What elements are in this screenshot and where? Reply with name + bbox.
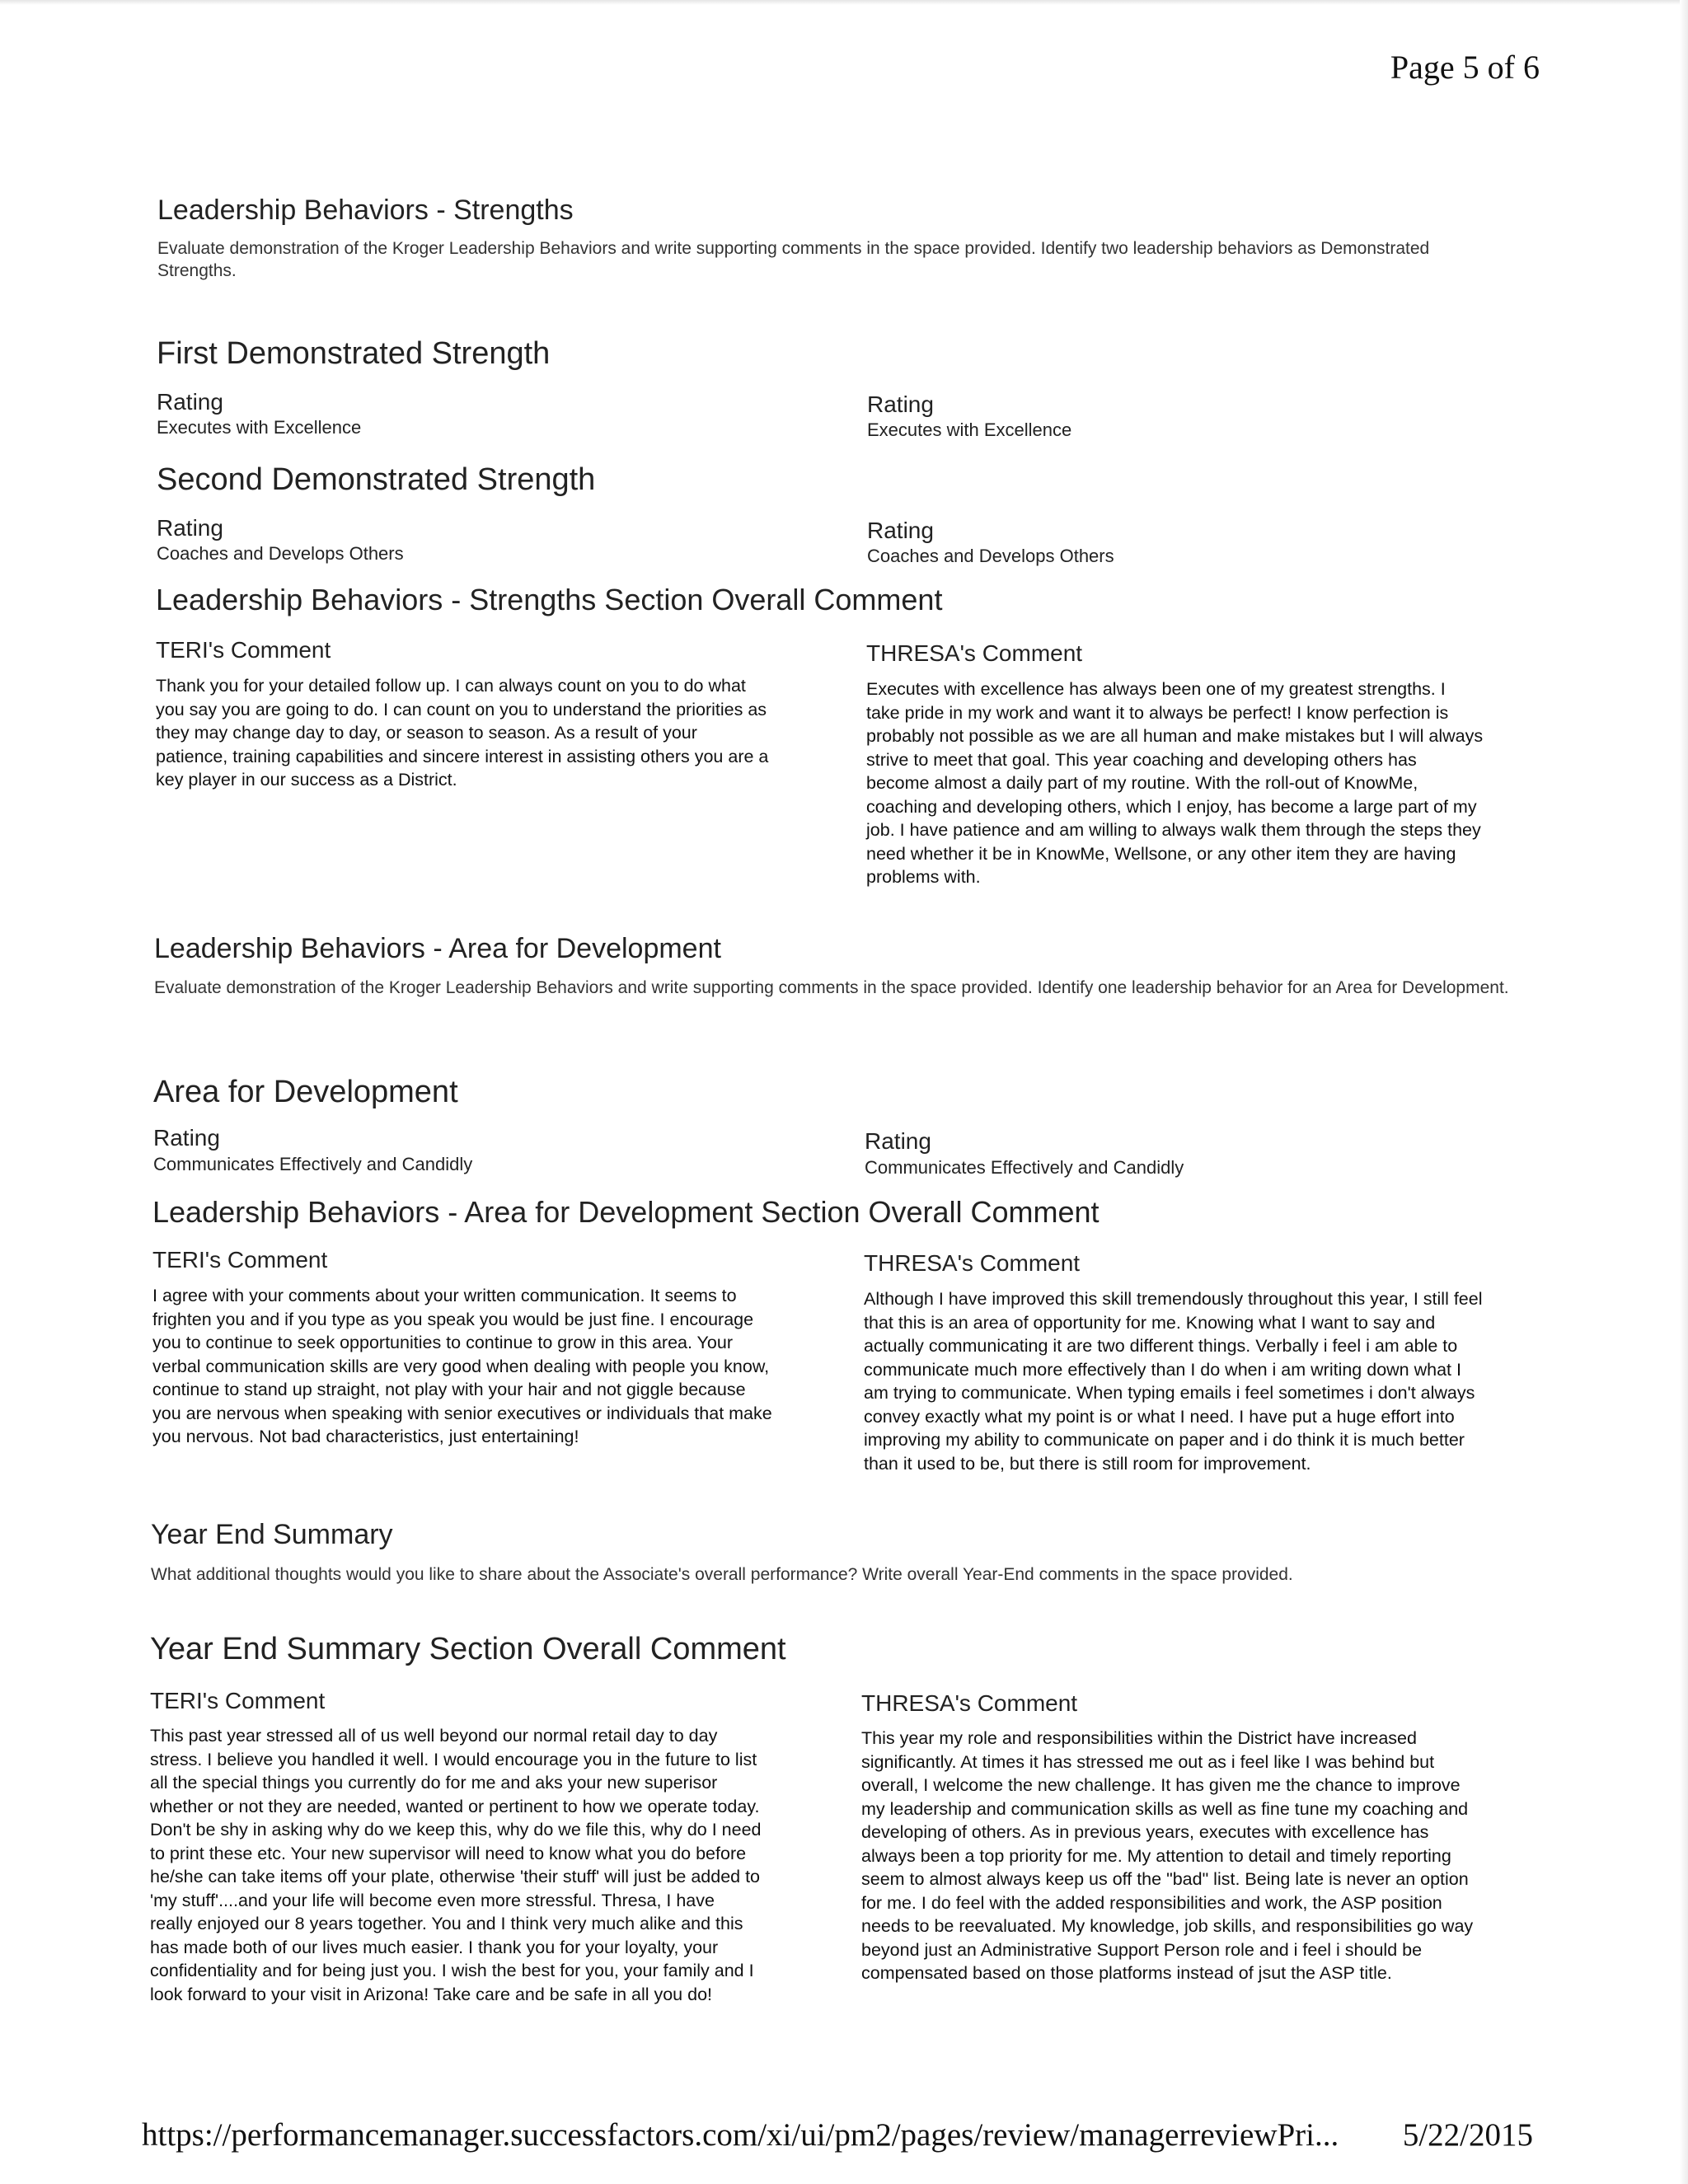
development-associate-comment-text: Although I have improved this skill tremendously throughout this year, I still feel that this is an area of opportunity for me. Knowing what I want to say and actually communicating it are two different things. Verbally i feel i am able to communicate much more effectively than I do when i am writing down what I am trying to communicate. When typing emails i feel sometimes i don't always convey exactly what my point is or what I need. I have put a huge effort into improving my ability to communicate on paper and i do think it is much better than it used to be, but there is still room for improvement. bbox=[864, 1289, 1483, 1474]
second-strength-right-rating-label: Rating bbox=[867, 518, 934, 543]
strengths-overall-title: Leadership Behaviors - Strengths Section Overall Comment bbox=[156, 583, 943, 616]
first-strength-title: First Demonstrated Strength bbox=[157, 336, 551, 371]
strengths-section-title: Leadership Behaviors - Strengths bbox=[157, 194, 574, 226]
development-area-title: Area for Development bbox=[153, 1075, 458, 1109]
development-right-rating-label: Rating bbox=[865, 1128, 931, 1154]
development-section-title: Leadership Behaviors - Area for Development bbox=[154, 933, 721, 964]
strengths-associate-comment-text: Executes with excellence has always been one of my greatest strengths. I take pride in my work and want it to always be perfect! I know perfection is probably not possible as we are all human and make mistakes but I will always strive to meet that goal. This year coaching and developing others has become almost a daily part of my routine. With the roll-out of KnowMe, coaching and developing others, which I enjoy, has become a large part of my job. I have patience and am willing to always walk them through the steps they need whether it be in KnowMe, Wellsone, or any other item they are having problems with. bbox=[866, 679, 1484, 887]
year-end-manager-comment-text: This past year stressed all of us well beyond our normal retail day to day stress. I believe you handled it well. I would encourage you in the future to list all the special things you currently do for me and aks your new superisor whether or not they are needed, wanted or pertinent to how we operate today. Don't be shy in asking why do we keep this, why do we file this, why do I need to print these etc. Your new supervisor will need to know what you do before he/she can take items off your plate, otherwise 'their stuff' will just be added to 'my stuff'....and your life will become even more stressful. Thresa, I have really enjoyed our 8 years together. You and I think very much alike and this has made both of our lives much easier. I thank you for your loyalty, your confidentiality and for being just you. I wish the best for you, your family and I look forward to your visit in Arizona! Take care and be safe in all you do! bbox=[150, 1726, 762, 2004]
development-manager-comment-label: TERI's Comment bbox=[152, 1247, 328, 1272]
year-end-description: What additional thoughts would you like to share about the Associate's overall performance? Write overall Year-End comments in the space provided. bbox=[151, 1565, 1293, 1584]
development-manager-comment-text: I agree with your comments about your written communication. It seems to frighten you and if you type as you speak you would be just fine. I encourage you to continue to seek opportunities to continue to grow in this area. Your verbal communication skills are very good when dealing with people you know, continue to stand up straight, not play with your hair and not giggle because you are nervous when speaking with senior executives or individuals that make you nervous. Not bad characteristics, just entertaining! bbox=[152, 1286, 772, 1446]
development-description: Evaluate demonstration of the Kroger Leadership Behaviors and write supporting comments in the space provided. Identify one leadership behavior for an Area for Development. bbox=[154, 978, 1509, 997]
page-number: Page 5 of 6 bbox=[1390, 49, 1540, 86]
first-strength-right-rating-value: Executes with Excellence bbox=[867, 419, 1072, 440]
first-strength-left-rating-value: Executes with Excellence bbox=[157, 417, 362, 438]
year-end-section-title: Year End Summary bbox=[151, 1519, 393, 1550]
second-strength-left-rating-value: Coaches and Develops Others bbox=[157, 543, 404, 564]
development-left-rating-label: Rating bbox=[153, 1125, 220, 1151]
first-strength-left-rating-label: Rating bbox=[157, 389, 223, 415]
strengths-manager-comment-label: TERI's Comment bbox=[156, 637, 331, 663]
development-overall-title: Leadership Behaviors - Area for Development Section Overall Comment bbox=[152, 1195, 1100, 1229]
development-right-rating-value: Communicates Effectively and Candidly bbox=[865, 1157, 1184, 1178]
strengths-manager-comment-text: Thank you for your detailed follow up. I can always count on you to do what you say you are going to do. I can count on you to understand the priorities as they may change day to day, or season to season. As a result of your patience, training capabilities and sincere interest in assisting others you are a key player in our success as a District. bbox=[156, 676, 769, 790]
year-end-manager-comment-label: TERI's Comment bbox=[150, 1688, 326, 1713]
second-strength-title: Second Demonstrated Strength bbox=[157, 462, 596, 497]
footer-date: 5/22/2015 bbox=[1402, 2117, 1533, 2153]
second-strength-right-rating-value: Coaches and Develops Others bbox=[867, 546, 1114, 566]
year-end-associate-comment-label: THRESA's Comment bbox=[861, 1690, 1078, 1716]
scan-edge-right bbox=[1680, 0, 1688, 2184]
first-strength-right-rating-label: Rating bbox=[867, 391, 934, 417]
strengths-associate-comment-label: THRESA's Comment bbox=[866, 640, 1083, 666]
second-strength-left-rating-label: Rating bbox=[157, 515, 223, 541]
development-left-rating-value: Communicates Effectively and Candidly bbox=[153, 1154, 473, 1174]
footer-url: https://performancemanager.successfactors.com/xi/ui/pm2/pages/review/managerreviewPri... bbox=[142, 2117, 1339, 2153]
scan-edge-top bbox=[0, 0, 1688, 5]
development-associate-comment-label: THRESA's Comment bbox=[864, 1250, 1081, 1276]
strengths-description: Evaluate demonstration of the Kroger Leadership Behaviors and write supporting comments in the space provided. Identify two leadership behaviors as Demonstrated Strengths. bbox=[157, 239, 1430, 280]
year-end-overall-title: Year End Summary Section Overall Comment bbox=[150, 1632, 786, 1666]
year-end-associate-comment-text: This year my role and responsibilities within the District have increased significantly. At times it has stressed me out as i feel like I was behind but overall, I welcome the new challenge. It has given me the chance to improve my leadership and communication skills as well as fine tune my coaching and developing of others. As in previous years, executes with excellence has always been a top priority for me. My attention to detail and timely reporting seem to almost always keep us off the "bad" list. Being late is never an option for me. I do feel with the added responsibilities and work, the ASP position needs to be reevaluated. My knowledge, job skills, and responsibilities go way beyond just an Administrative Support Person role and i feel i should be compensated based on those platforms instead of jsut the ASP title. bbox=[861, 1728, 1474, 1983]
